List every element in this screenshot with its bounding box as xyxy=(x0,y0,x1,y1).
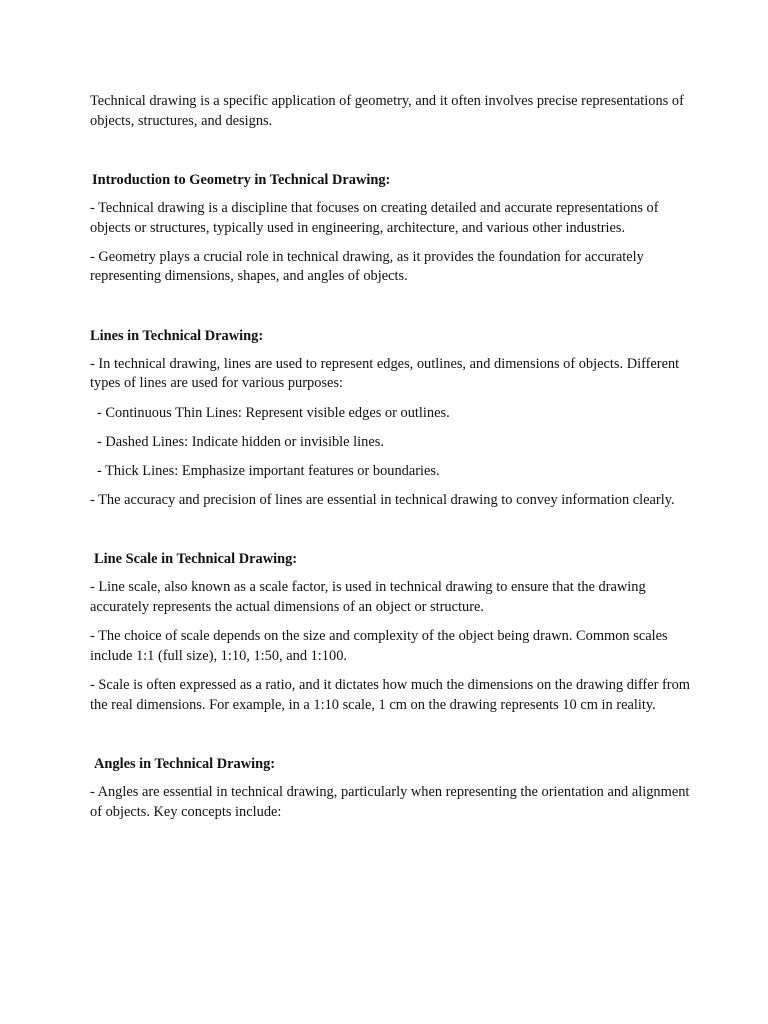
list-item: - Continuous Thin Lines: Represent visible edges or outlines. xyxy=(97,404,450,421)
body-paragraph: - In technical drawing, lines are used to represent edges, outlines, and dimensions of objects. Different types of lines are used for various purposes: xyxy=(90,355,680,392)
section-heading: Introduction to Geometry in Technical Drawing: xyxy=(92,171,391,188)
section-line-scale xyxy=(90,550,690,715)
body-paragraph: - Line scale, also known as a scale factor, is used in technical drawing to ensure that the drawing accurately represents the actual dimensions of an object or structure. xyxy=(90,579,646,616)
list-item: - Dashed Lines: Indicate hidden or invisible lines. xyxy=(97,433,384,450)
body-paragraph: - The choice of scale depends on the size and complexity of the object being drawn. Common scales include 1:1 (full size), 1:10, 1:50, and 1:100. xyxy=(90,628,668,664)
section-heading: Lines in Technical Drawing: xyxy=(90,327,264,344)
intro-paragraph: Technical drawing is a specific application of geometry, and it often involves precise representations of objects, structures, and designs. xyxy=(90,93,684,129)
body-paragraph: - Geometry plays a crucial role in technical drawing, as it provides the foundation for accurately representing dimensions, shapes, and angles of objects. xyxy=(90,248,644,285)
document-page xyxy=(90,92,690,832)
section-heading: Line Scale in Technical Drawing: xyxy=(94,551,298,568)
section-lines xyxy=(90,327,690,511)
body-paragraph: - Angles are essential in technical drawing, particularly when representing the orientation and alignment of objects. Key concepts include: xyxy=(90,783,690,820)
body-paragraph: - Technical drawing is a discipline that focuses on creating detailed and accurate representations of objects or structures, typically used in engineering, architecture, and various other industries. xyxy=(90,199,659,236)
body-paragraph: - The accuracy and precision of lines are essential in technical drawing to convey information clearly. xyxy=(90,492,675,509)
list-item: - Thick Lines: Emphasize important features or boundaries. xyxy=(97,462,440,479)
section-heading: Angles in Technical Drawing: xyxy=(94,755,276,772)
section-angles xyxy=(90,755,690,822)
body-paragraph: - Scale is often expressed as a ratio, and it dictates how much the dimensions on the drawing differ from the real dimensions. For example, in a 1:10 scale, 1 cm on the drawing represents 10 cm in reality. xyxy=(90,677,690,713)
section-geometry-intro xyxy=(90,171,690,287)
